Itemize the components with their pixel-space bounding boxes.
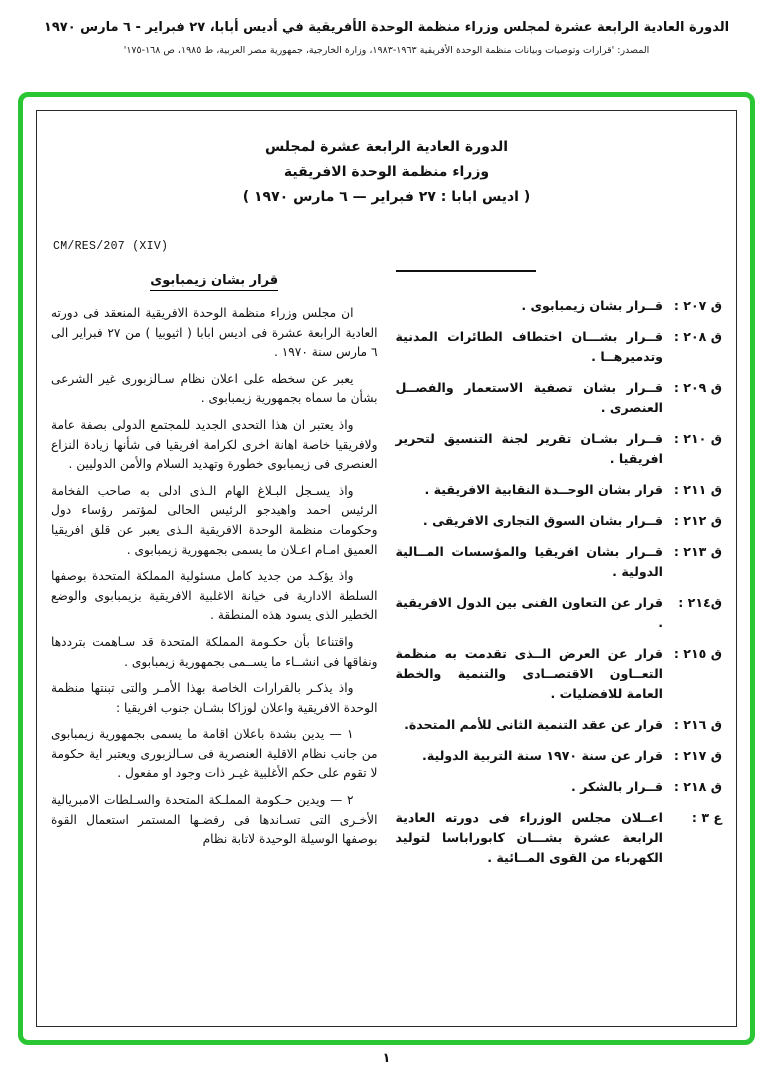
body-paragraph: واذ يسـجل البـلاغ الهام الـذى ادلى به صاحب الفخامة الرئيس احمد واهيدجو الرئيس الحالى لمؤتمر رؤساء دول وحكومات منظمة الوحدة الافريقية الـذى يعبر عن قلق افريقيا العميق امـام اعـلان ما يسمى بجمهورية زيمبابوى . — [51, 483, 378, 557]
body-paragraph: واذ يذكـر بالقرارات الخاصة بهذا الأمـر والتى تبنتها منظمة الوحدة الافريقية واعلان لوزاكا بشـان جنوب افريقيا : — [51, 681, 378, 715]
toc-item-number: ق ٢١٧ : — [673, 748, 722, 763]
body-paragraph: يعبر عن سخطه على اعلان نظام سـالزبورى غير الشرعى بشأن ما سماه بجمهورية زيمبابوى . — [51, 371, 378, 406]
toc-item-text: قرار عن العرض الــذى تقدمت به منظمة التعــاون الاقتصــادى والتنمية والخطة العامة للافضليات . — [395, 646, 663, 701]
resolution-title — [51, 273, 378, 288]
toc-item — [396, 746, 723, 766]
toc-item-number: ق ٢١٢ : — [673, 513, 722, 528]
toc-item — [396, 296, 723, 316]
highlight-box — [18, 92, 755, 1045]
document-page — [36, 110, 737, 1027]
toc-item-number: ق ٢٠٩ : — [673, 380, 722, 395]
resolutions-index-column — [396, 226, 723, 879]
toc-item-number: ق ٢١٥ : — [673, 646, 722, 661]
toc-item — [396, 644, 723, 704]
document-columns — [51, 226, 722, 879]
toc-item-number: ق ٢٠٧ : — [673, 298, 722, 313]
toc-item-text: قرار عن التعاون الفنى بين الدول الافريقية . — [395, 595, 663, 630]
toc-item — [396, 777, 723, 797]
toc-item-text: قرار عن عقد التنمية الثانى للأمم المتحدة. — [404, 717, 663, 732]
resolution-reference: CM/RES/207 (XIV) — [53, 240, 169, 253]
body-paragraph: واذ يعتبر ان هذا التحدى الجديد للمجتمع الدولى بصفة عامة ولافريقيا خاصة اهانة اخرى لكرامة افريقيا فى شأنها زيادة النزاع العنصرى فى زيمبابوى خطورة وتهديد السلام والأمن الدوليين . — [51, 417, 378, 472]
page-number: ١ — [382, 1051, 391, 1066]
toc-item-text: قــرار بشـان تقرير لجنة التنسيق لتحرير افريقيا . — [395, 431, 663, 466]
toc-item-text: اعــلان مجلس الوزراء فى دورته العادية الرابعة عشرة بشـــان كابوراباسا لتوليد الكهرباء من القوى المــائية . — [395, 810, 663, 865]
toc-item-text: قــرار بشان زيمبابوى . — [521, 298, 663, 313]
document-title-line-2: وزراء منظمة الوحدة الافريقية — [283, 164, 490, 180]
toc-item-text: قــرار بشان افريقيا والمؤسسات المــالية الدولية . — [395, 544, 663, 579]
toc-item-number: ق ٢١٦ : — [673, 717, 722, 732]
toc-item-text: قــرار بشان تصفية الاستعمار والفصــل العنصرى . — [395, 380, 663, 415]
toc-item-number: ع ٣ : — [691, 810, 722, 825]
toc-item — [396, 593, 723, 633]
toc-item — [396, 327, 723, 367]
body-paragraph: واقتناعا بأن حكـومة المملكة المتحدة قد سـاهمت بترددها ونفاقها فى انشــاء ما يســمى بجمهورية زيمبابوى . — [51, 634, 378, 669]
toc-item-number: ق ٢١٠ : — [673, 431, 722, 446]
toc-item-text: قــرار بشـــان اختطاف الطائرات المدنية وتدميرهــا . — [395, 329, 663, 364]
toc-item-number: ق ٢١٨ : — [673, 779, 722, 794]
body-paragraph: ان مجلس وزراء منظمة الوحدة الافريقية المنعقد فى دورته العادية الرابعة عشرة فى اديس ابابا ( اثيوبيا ) من ٢٧ فبراير الى ٦ مارس سنة ١٩٧٠ . — [51, 306, 378, 360]
toc-item — [396, 480, 723, 500]
toc-item — [396, 808, 723, 868]
toc-item-number: ق٢١٤ : — [678, 595, 722, 610]
resolution-title-text: قرار بشان زيمبابوى — [150, 273, 278, 291]
source-header-title: الدورة العادية الرابعة عشرة لمجلس وزراء منظمة الوحدة الأفريقية في أديس أبابا، ٢٧ فبراير - ٦ مارس ١٩٧٠ — [43, 20, 730, 35]
toc-item — [396, 542, 723, 582]
toc-item-number: ق ٢٠٨ : — [673, 329, 722, 344]
index-divider-line — [396, 270, 536, 272]
document-title-line-1: الدورة العادية الرابعة عشرة لمجلس — [264, 139, 509, 155]
document-title-line-3: ( اديس ابابا : ٢٧ فبراير — ٦ مارس ١٩٧٠ ) — [242, 189, 531, 205]
document-title — [51, 135, 722, 210]
toc-item — [396, 511, 723, 531]
toc-item-text: قــرار بالشكر . — [571, 779, 663, 794]
body-paragraph: واذ يؤكـد من جديد كامل مسئولية المملكة المتحدة بوصفها السلطة الادارية فى خيانة الاغلبية الافريقية بزيمبابوى والوضع الخطير الذى يسود هذه المنطقة . — [51, 569, 378, 623]
body-paragraph: ٢ — ويدين حـكومة المملـكة المتحدة والسـلطات الامبريالية الأخـرى التى تسـاندها فى رفضـها المستمر استعمال القوة بوصفها الوسيلة الوحيدة لاتابة نظام — [51, 793, 378, 847]
toc-item — [396, 378, 723, 418]
source-header-citation: المصدر: 'قرارات وتوصيات وبيانات منظمة الوحدة الأفريقية ١٩٦٣-١٩٨٣، وزارة الخارجية، جمهورية مصر العربية، ط ١٩٨٥، ص ١٦٨-١٧٥' — [123, 45, 650, 56]
toc-item-text: قرار عن سنة ١٩٧٠ سنة التربية الدولية. — [422, 748, 663, 763]
toc-item-text: قرار بشان الوحــدة النقابية الافريقية . — [424, 482, 663, 497]
body-paragraph: ١ — يدين بشدة باعلان اقامة ما يسمى بجمهورية زيمبابوى من جانب نظام الاقلية العنصرية فى سـالزبورى ويعتبر اية حكومة لا تقوم على حكم الأغلبية غيـر ذات وجود او مفعول . — [51, 727, 378, 781]
resolution-paragraphs — [51, 304, 378, 850]
source-header — [0, 0, 773, 56]
resolution-text-column — [51, 226, 378, 879]
toc-item-number: ق ٢١٣ : — [673, 544, 722, 559]
resolutions-index-list — [396, 296, 723, 868]
toc-item — [396, 715, 723, 735]
toc-item-number: ق ٢١١ : — [673, 482, 722, 497]
toc-item — [396, 429, 723, 469]
toc-item-text: قــرار بشان السوق التجارى الافريقى . — [422, 513, 663, 528]
